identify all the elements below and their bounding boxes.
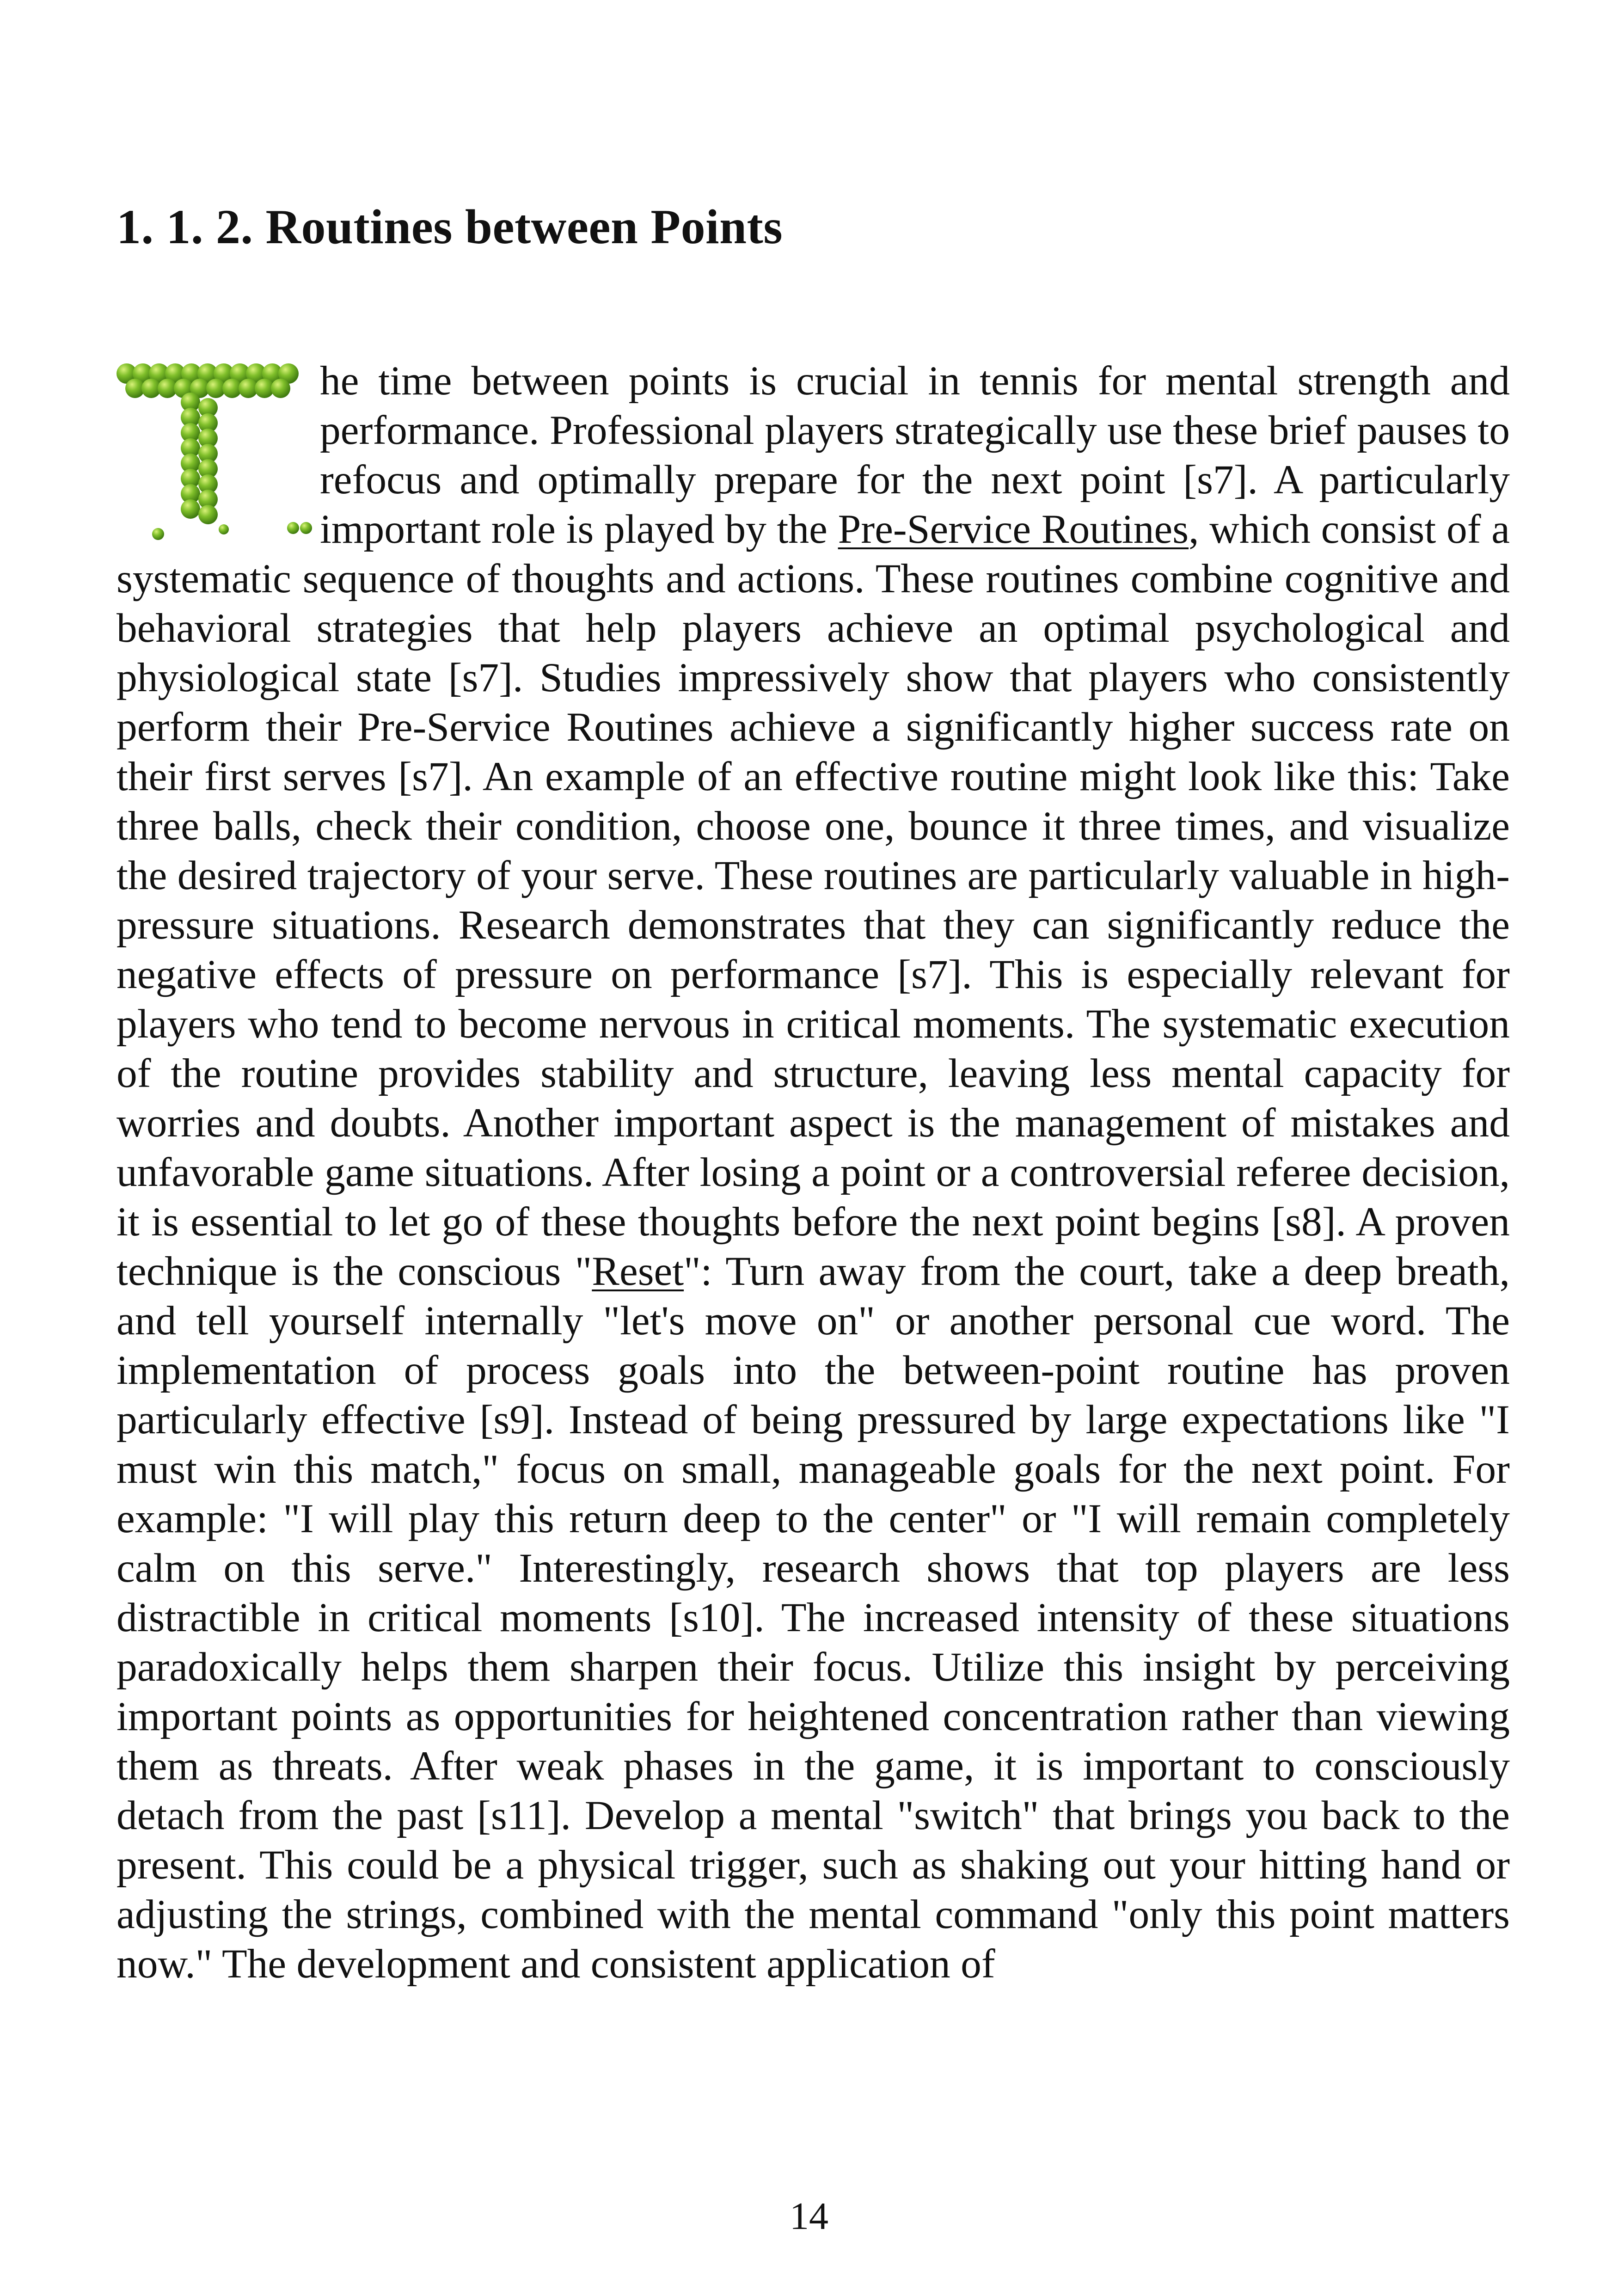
- tennis-ball-icon: [219, 524, 229, 534]
- section-heading: 1. 1. 2. Routines between Points: [116, 200, 783, 254]
- body-paragraph: [116, 356, 1510, 1989]
- tennis-ball-icon: [287, 522, 299, 534]
- tennis-ball-letter-T-icon: [116, 356, 320, 554]
- tennis-ball-icon: [152, 528, 164, 540]
- tennis-ball-icon: [271, 379, 290, 398]
- body-text-part-3: ": Turn away from the court, take a deep breath, and tell yourself internally "let's move on" or another personal cue word. The implementation of process goals into the between-point routine has proven particularly effective [s9]. Instead of being pressured by large expectations like "I must win this match," focus on small, manageable goals for the next point. For example: "I will play this return deep to the center" or "I will remain completely calm on this serve." Interestingly, research shows that top players are less distractible in critical moments [s10]. The increased intensity of these situations paradoxically helps them sharpen their focus. Utilize this insight by perceiving important points as opportunities for heightened concentration rather than viewing them as threats. After weak phases in the game, it is important to consciously detach from the past [s11]. Develop a mental "switch" that brings you back to the present. This could be a physical trigger, such as shaking out your hitting hand or adjusting the strings, combined with the mental command "only this point matters now." The development and consistent application of: [116, 1248, 1510, 1987]
- page-number: 14: [790, 2195, 828, 2238]
- term-pre-service-routines: Pre-Service Routines: [838, 506, 1189, 552]
- tennis-ball-icon: [198, 505, 218, 524]
- body-text-part-1: he time between points is crucial in tennis for mental strength and performance. Professional players strategically use these brief pauses to refocus and optimally prepare for the next point [s7]. A particularly important role is played by the: [320, 358, 1510, 552]
- body-text-part-2: , which consist of a systematic sequence of thoughts and actions. These routines combine cognitive and behavioral strategies that help players achieve an optimal psychological and physiological state [s7]. Studies impressively show that players who consistently perform their Pre-Service Routines achieve a significantly higher success rate on their first serves [s7]. An example of an effective routine might look like this: Take three balls, check their condition, choose one, bounce it three times, and visualize the desired trajectory of your serve. These routines are particularly valuable in high-pressure situations. Research demonstrates that they can significantly reduce the negative effects of pressure on performance [s7]. This is especially relevant for players who tend to become nervous in critical moments. The systematic execution of the routine provides stability and structure, leaving less mental capacity for worries and doubts. Another important aspect is the management of mistakes and unfavorable game situations. After losing a point or a controversial referee decision, it is essential to let go of these thoughts before the next point begins [s8]. A proven technique is the conscious ": [116, 506, 1510, 1294]
- tennis-ball-icon: [300, 522, 312, 534]
- term-reset: Reset: [592, 1248, 684, 1294]
- tennis-ball-icon: [181, 499, 200, 519]
